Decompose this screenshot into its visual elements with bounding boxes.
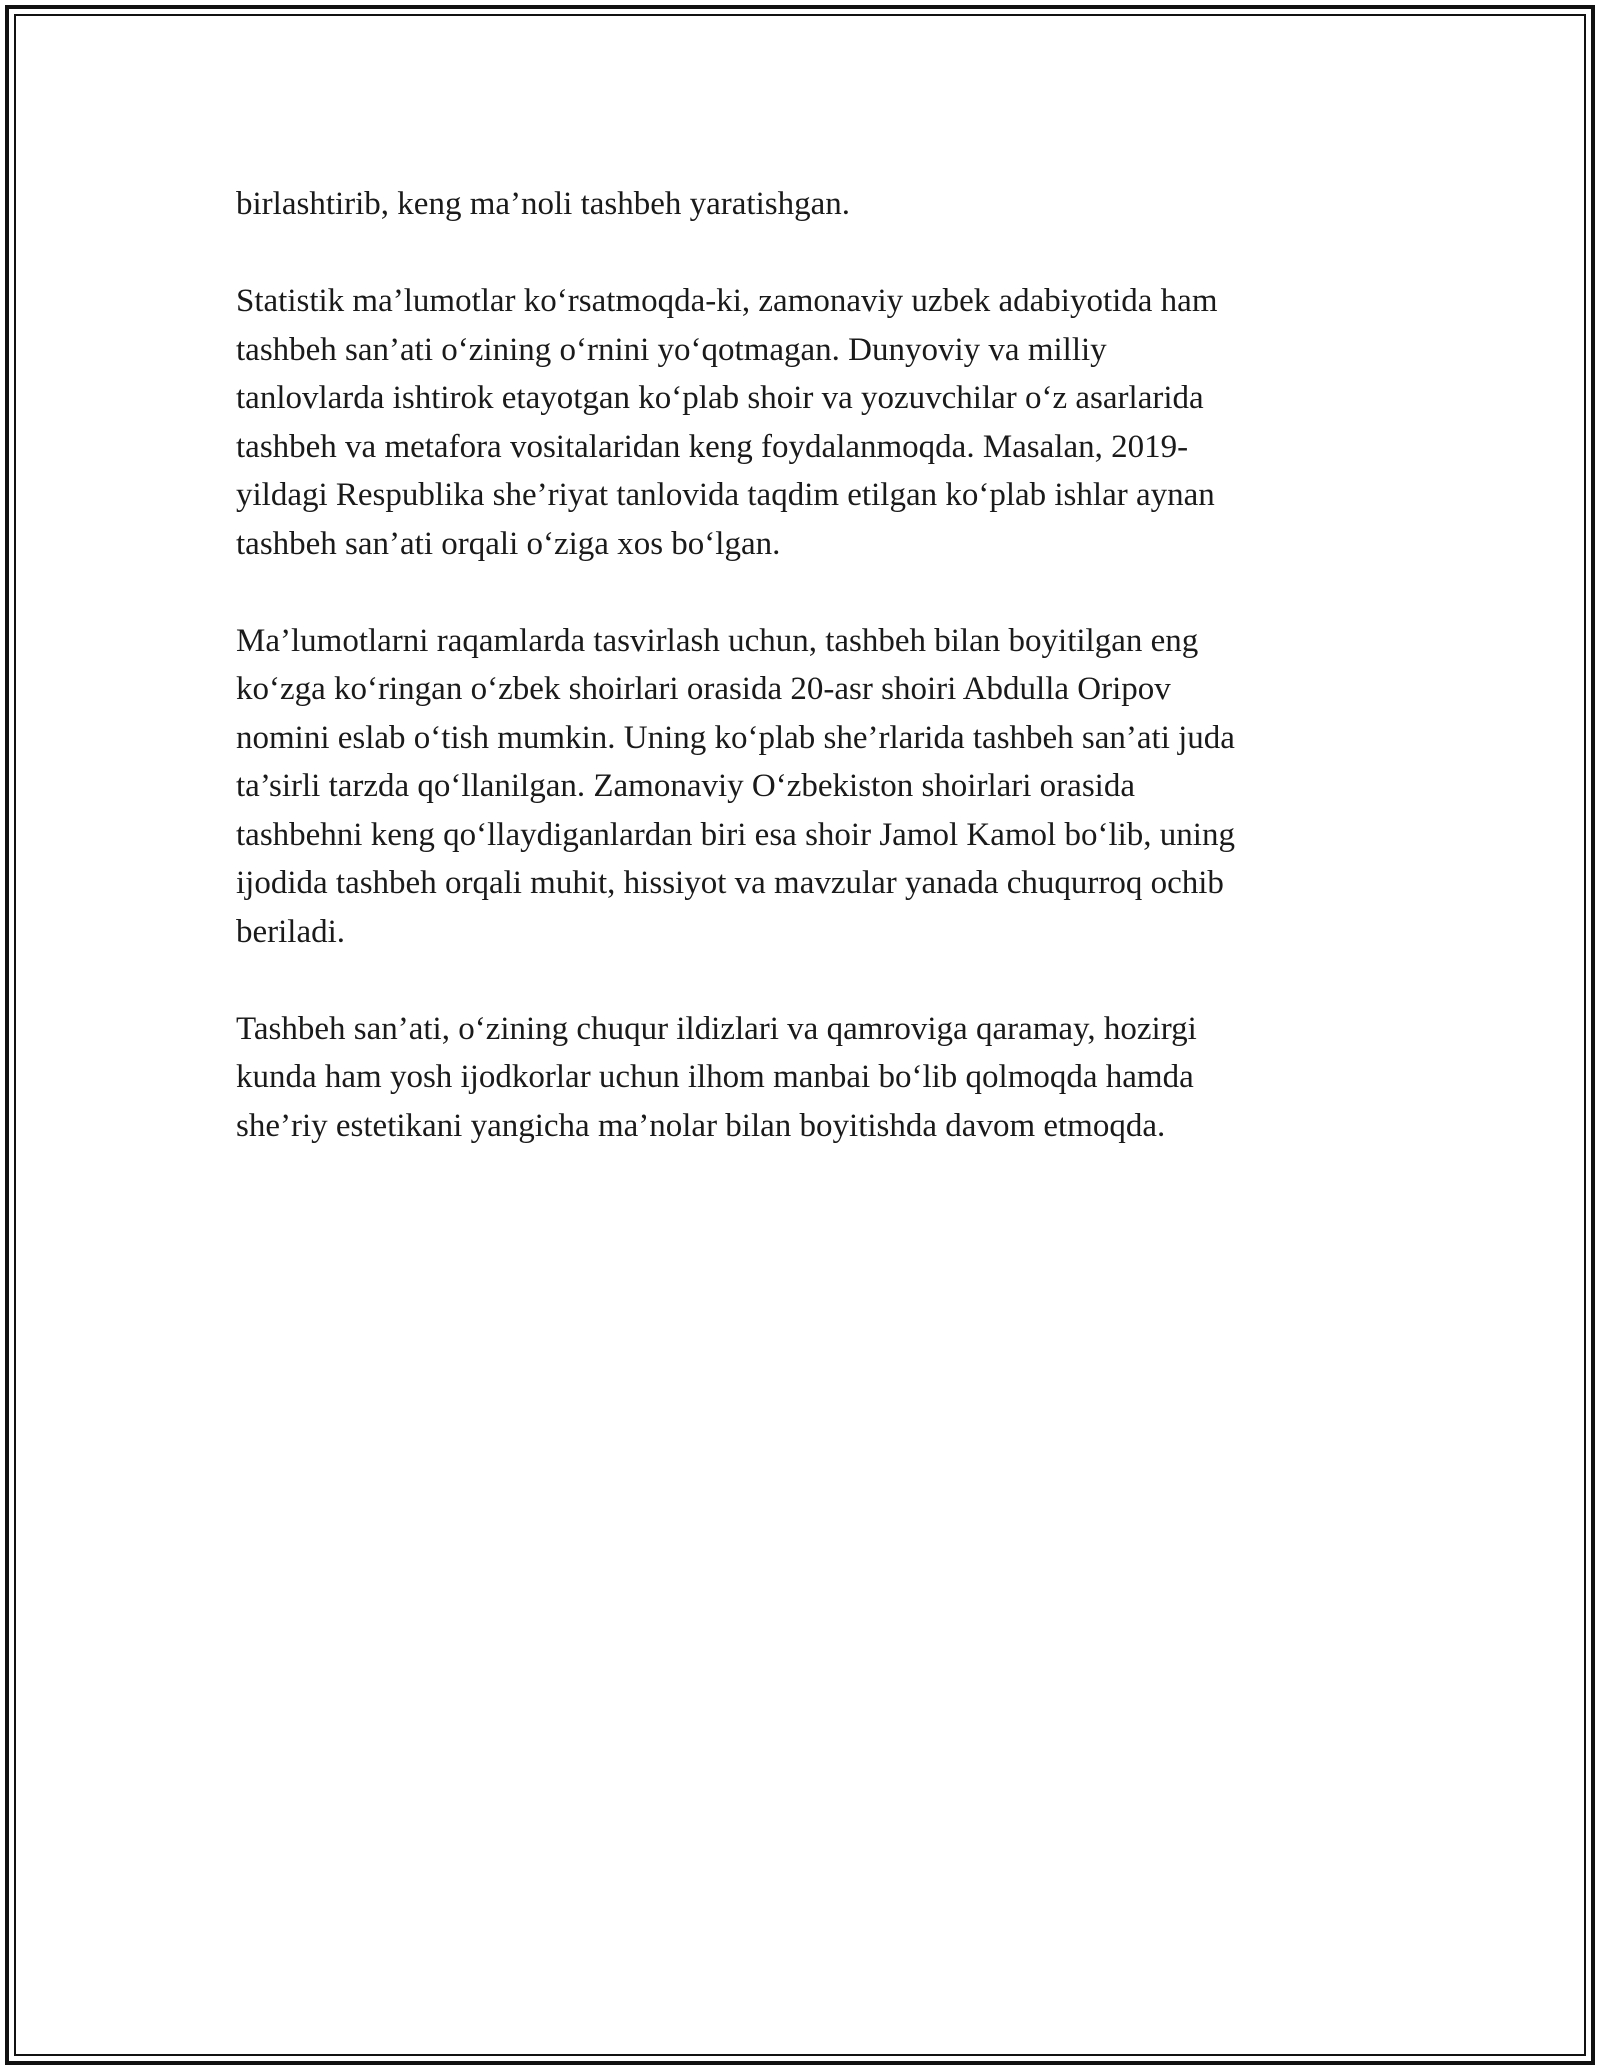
paragraph: [236, 1005, 1366, 1151]
paragraph: [236, 277, 1366, 568]
document-body: [236, 180, 1366, 1199]
text-line: Statistik ma’lumotlar ko‘rsatmoqda-ki, zamonaviy uzbek adabiyotida ham: [236, 283, 1218, 319]
text-line: beriladi.: [236, 913, 346, 950]
text-line: ijodida tashbeh orqali muhit, hissiyot va mavzular yanada chuqurroq ochib: [236, 865, 1224, 901]
paragraph: [236, 617, 1366, 957]
text-line: tashbeh va metafora vositalaridan keng foydalanmoqda. Masalan, 2019-: [236, 428, 1189, 465]
text-line: birlashtirib, keng ma’noli tashbeh yaratishgan.: [236, 186, 851, 222]
text-line: tanlovlarda ishtirok etayotgan ko‘plab shoir va yozuvchilar o‘z asarlarida: [236, 380, 1204, 416]
text-line: Tashbeh san’ati, o‘zining chuqur ildizlari va qamroviga qaramay, hozirgi: [236, 1010, 1197, 1047]
text-line: ta’sirli tarzda qo‘llanilgan. Zamonaviy O‘zbekiston shoirlari orasida: [236, 768, 1135, 804]
text-line: kunda ham yosh ijodkorlar uchun ilhom manbai bo‘lib qolmoqda hamda: [236, 1059, 1194, 1095]
text-line: tashbehni keng qo‘llaydiganlardan biri esa shoir Jamol Kamol bo‘lib, uning: [236, 816, 1235, 853]
text-line: nomini eslab o‘tish mumkin. Uning ko‘plab she’rlarida tashbeh san’ati juda: [236, 719, 1235, 756]
text-line: tashbeh san’ati o‘zining o‘rnini yo‘qotmagan. Dunyoviy va milliy: [236, 331, 1107, 368]
text-line: Ma’lumotlarni raqamlarda tasvirlash uchun, tashbeh bilan boyitilgan eng: [236, 622, 1199, 659]
paragraph: [236, 180, 1366, 229]
text-line: tashbeh san’ati orqali o‘ziga xos bo‘lgan.: [236, 525, 781, 562]
text-line: she’riy estetikani yangicha ma’nolar bilan boyitishda davom etmoqda.: [236, 1107, 1166, 1144]
text-line: ko‘zga ko‘ringan o‘zbek shoirlari orasida 20-asr shoiri Abdulla Oripov: [236, 671, 1171, 707]
text-line: yildagi Respublika she’riyat tanlovida taqdim etilgan ko‘plab ishlar aynan: [236, 477, 1215, 513]
